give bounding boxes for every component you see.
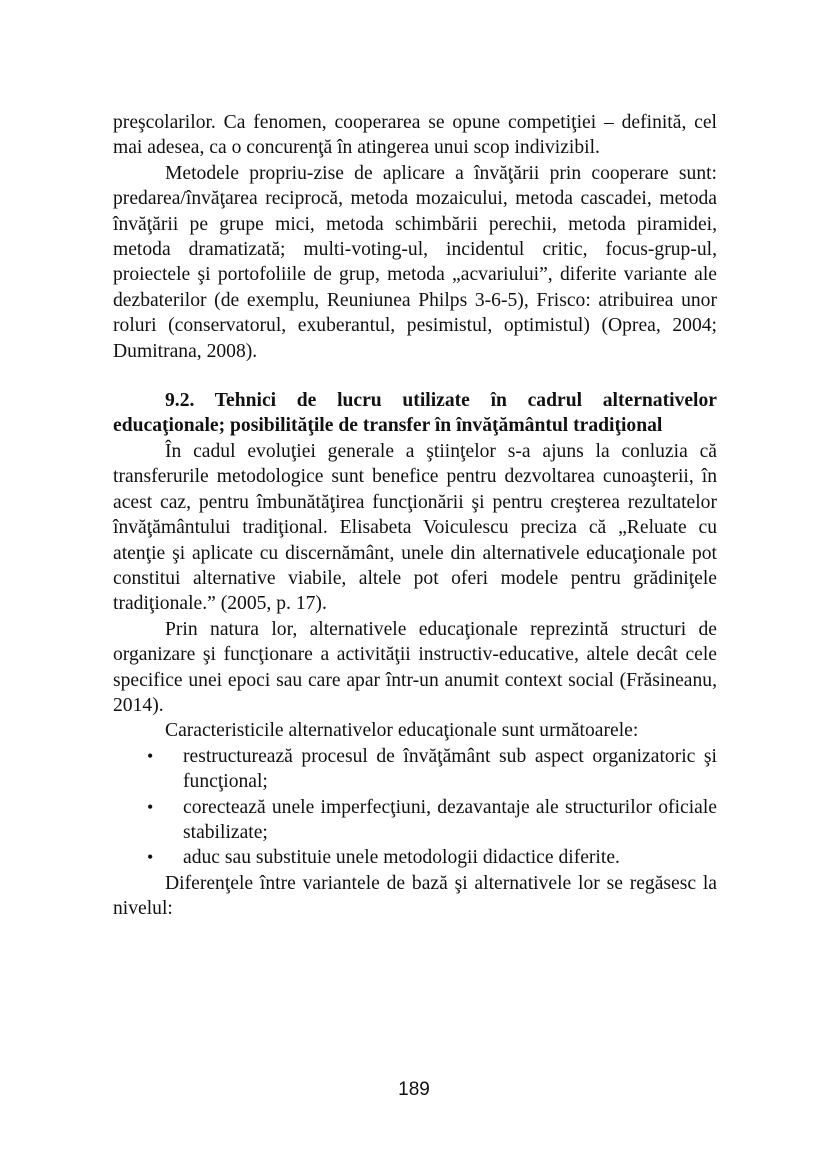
bullet-icon: •: [147, 745, 154, 766]
bullet-icon: •: [147, 796, 154, 817]
bullet-icon: •: [147, 847, 154, 868]
paragraph-characteristics-intro: Caracteristicile alternativelor educaţionale sunt următoarele:: [165, 720, 639, 742]
paragraph-cooperative-methods: Metodele propriu-zise de aplicare a învăţării prin cooperare sunt: predarea/învăţarea reciprocă, metoda mozaicului, metoda cascadei, metoda învăţării pe grupe mici, metoda schimbării perechii, metoda piramidei, metoda dramatizată; multi-voting-ul, incidentul critic, focus-grup-ul, proiectele şi portofoliile de grup, metoda „acvariului”, diferite variante ale dezbaterilor (de exemplu, Reuniunea Philps 3-6-5), Frisco: atribuirea unor roluri (conservatorul, exuberantul, pesimistul, optimistul) (Oprea, 2004; Dumitrana, 2008).: [113, 162, 717, 362]
list-item: [113, 744, 717, 795]
paragraph-differences: Diferenţele între variantele de bază şi alternativele lor se regăsesc la nivelul:: [113, 872, 717, 920]
list-item-text: restructurează procesul de învăţământ sub aspect organizatoric şi funcţional;: [183, 745, 717, 793]
characteristics-list: [113, 744, 717, 871]
list-item: [113, 845, 717, 870]
page-number: 189: [398, 1079, 430, 1100]
page-body: [113, 110, 717, 922]
section-heading: 9.2. Tehnici de lucru utilizate în cadrul alternativelor educaţionale; posibilităţile de transfer în învăţământul tradiţional: [113, 390, 717, 437]
paragraph-methodological-transfer: În cadul evoluţiei generale a ştiinţelor s-a ajuns la conluzia că transferurile metodologice sunt benefice pentru dezvoltarea cunoaşterii, în acest caz, pentru îmbunătăţirea funcţionării şi pentru creşterea rezultatelor învăţământului tradiţional. Elisabeta Voiculescu preciza că „Reluate cu atenţie şi aplicate cu discernământ, unele din alternativele educaţionale pot constitui alternative viabile, altele pot oferi modele pentru grădiniţele tradiţionale.” (2005, p. 17).: [113, 440, 717, 615]
paragraph-cooperation-definition: preşcolarilor. Ca fenomen, cooperarea se opune competiţiei – definită, cel mai adesea, ca o concurenţă în atingerea unui scop indivizibil.: [113, 112, 717, 159]
list-item-text: aduc sau substituie unele metodologii didactice diferite.: [183, 847, 620, 869]
paragraph-nature-of-alternatives: Prin natura lor, alternativele educaţionale reprezintă structuri de organizare şi funcţionare a activităţii instructiv-educative, altele decât cele specifice unei epoci sau care apar într-un anumit context social (Frăsineanu, 2014).: [113, 618, 717, 716]
list-item-text: corectează unele imperfecţiuni, dezavantaje ale structurilor oficiale stabilizate;: [183, 796, 717, 843]
list-item: [113, 795, 717, 846]
